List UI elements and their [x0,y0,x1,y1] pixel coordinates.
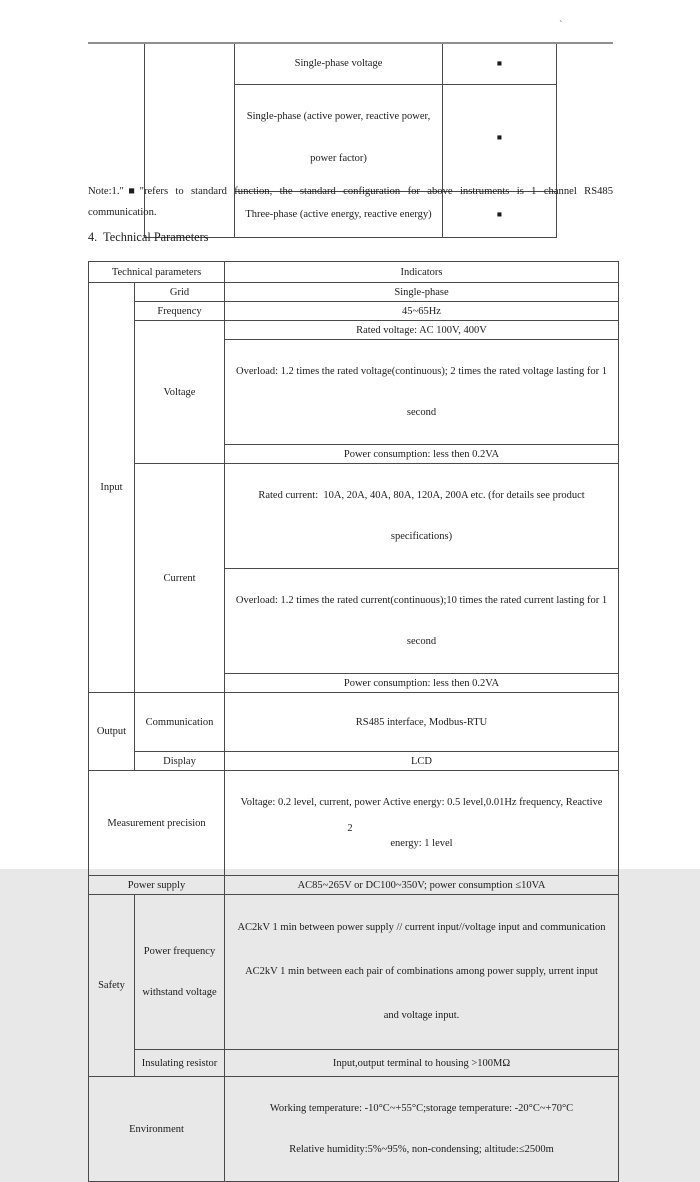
label-insulating-resistor: Insulating resistor [135,1050,225,1077]
value-current-rated [225,464,619,569]
label-display: Display [135,752,225,771]
value-line: AC2kV 1 min between power supply // current input//voltage input and communication [237,922,606,933]
value-line: Overload: 1.2 times the rated current(continuous);10 times the rated current lasting for 1 [235,595,608,606]
label-communication: Communication [135,693,225,752]
value-communication: RS485 interface, Modbus-RTU [225,693,619,752]
value-line: AC2kV 1 min between each pair of combinations among power supply, urrent input [245,966,598,977]
table-row [89,1050,619,1077]
value-line: Relative humidity:5%~95%, non-condensing; altitude:≤2500m [289,1144,554,1155]
value-current-power-consumption: Power consumption: less then 0.2VA [225,674,619,693]
corner-mark: ` [559,19,563,31]
value-frequency: 45~65Hz [225,302,619,321]
table-row [89,283,619,302]
value-line: Rated current: 10A, 20A, 40A, 80A, 120A, 200A etc. (for details see product [258,490,585,501]
label-grid: Grid [135,283,225,302]
note-line: communication. [88,207,157,218]
value-display: LCD [225,752,619,771]
function-name-cell: Three-phase (active energy, reactive energy) [235,191,443,237]
group-cell-output: Output [89,693,135,771]
table-row [89,321,619,340]
value-line: Overload: 1.2 times the rated voltage(continuous); 2 times the rated voltage lasting for 1 [236,366,607,377]
value-line: Voltage: 0.2 level, current, power Active energy: 0.5 level,0.01Hz frequency, Reactive [240,797,603,808]
table-row [89,895,619,1050]
header-technical-parameters: Technical parameters [89,262,225,283]
value-environment [225,1077,619,1182]
value-power-supply: AC85~265V or DC100~350V; power consumption ≤10VA [225,876,619,895]
value-current-overload [225,569,619,674]
value-line: second [406,636,437,647]
black-square-icon: ■ [496,208,503,219]
label-measurement-precision: Measurement precision [89,771,225,876]
table-row [89,752,619,771]
table-row [145,44,557,84]
note-line: Note:1."■"refers to standard function, the standard configuration for above instruments is 1 channel RS485 [88,186,613,197]
label-line: withstand voltage [142,987,217,998]
value-line: and voltage input. [383,1010,460,1021]
standard-mark-cell [443,44,557,84]
function-name-line: Single-phase (active power, reactive power, [246,110,431,122]
label-environment: Environment [89,1077,225,1182]
function-name-cell [235,84,443,191]
value-grid: Single-phase [225,283,619,302]
value-line: Working temperature: -10°C~+55°C;storage temperature: -20°C~+70°C [269,1103,574,1114]
table-row [89,464,619,569]
label-frequency: Frequency [135,302,225,321]
label-withstand-voltage [135,895,225,1050]
table-row [89,1077,619,1182]
table-row [89,302,619,321]
label-voltage: Voltage [135,321,225,464]
black-square-icon: ■ [496,132,503,142]
header-indicators: Indicators [225,262,619,283]
table-header-row [89,262,619,283]
group-cell-input: Input [89,283,135,693]
value-line: energy: 1 level [390,838,453,849]
standard-mark-cell [443,84,557,191]
table-row [89,693,619,752]
label-power-supply: Power supply [89,876,225,895]
value-line: specifications) [390,531,453,542]
function-name-line: power factor) [310,152,367,164]
function-name-cell: Single-phase voltage [235,44,443,84]
section-heading: 4. Technical Parameters [88,230,209,244]
value-withstand-voltage [225,895,619,1050]
table-row [89,876,619,895]
value-voltage-rated: Rated voltage: AC 100V, 400V [225,321,619,340]
value-voltage-overload [225,340,619,445]
value-line: second [406,407,437,418]
value-insulating-resistor: Input,output terminal to housing >100MΩ [225,1050,619,1077]
label-line: Power frequency [143,946,216,957]
group-cell-safety: Safety [89,895,135,1077]
value-voltage-power-consumption: Power consumption: less then 0.2VA [225,445,619,464]
page-number: 2 [347,823,353,834]
note-paragraph [88,181,613,223]
black-square-icon: ■ [496,58,503,69]
label-current: Current [135,464,225,693]
technical-parameters-table [88,261,619,1182]
